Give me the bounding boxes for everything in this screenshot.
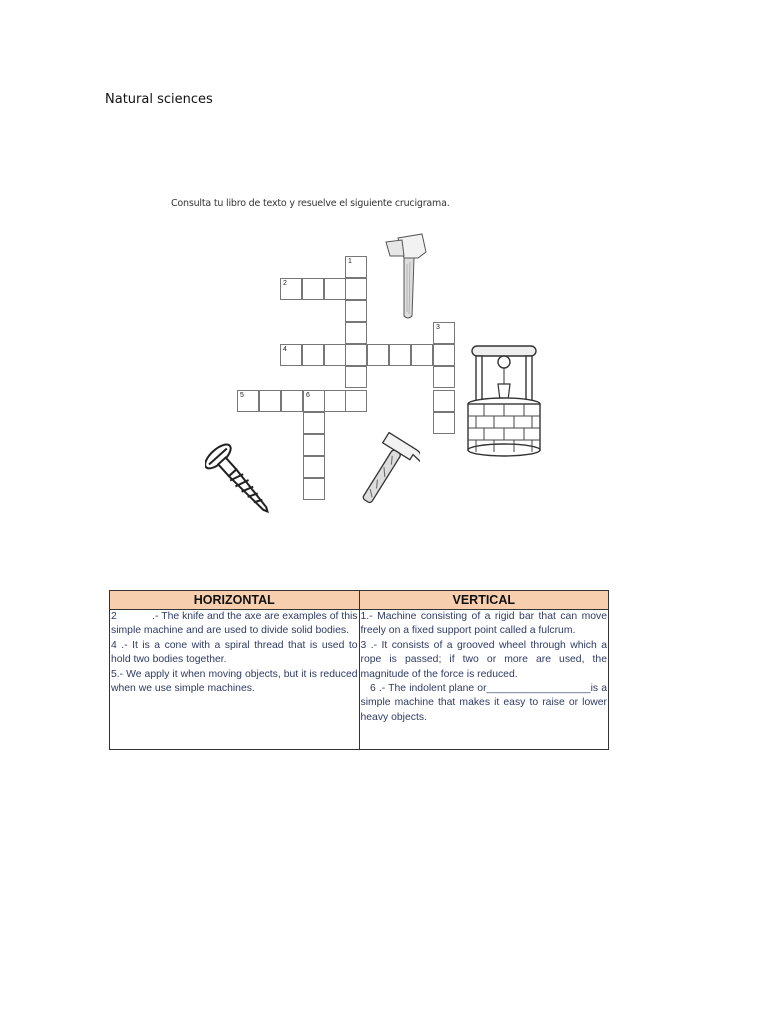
crossword-cell[interactable] (433, 412, 455, 434)
clue-horizontal-2: 2 .- The knife and the axe are examples of this simple machine and are used to divide solid bodies. (111, 611, 361, 637)
crossword-instruction: Consulta tu libro de texto y resuelve el siguiente crucigrama. (171, 198, 450, 209)
document-title: Natural sciences (105, 92, 213, 107)
crossword-cell[interactable] (303, 434, 325, 456)
crossword-cell[interactable] (411, 344, 433, 366)
crossword-cell[interactable] (259, 390, 281, 412)
clue-number: 5 (240, 392, 244, 399)
well-pulley-icon (464, 340, 544, 458)
crossword-cell[interactable] (237, 390, 259, 412)
vertical-clues (359, 610, 609, 750)
clue-number: 1 (348, 258, 352, 265)
crossword-cell[interactable] (433, 322, 455, 344)
crossword-cell[interactable] (345, 278, 367, 300)
clue-number: 6 (306, 392, 310, 399)
crossword-cell[interactable] (324, 390, 346, 412)
clue-horizontal-4: 4 .- It is a cone with a spiral thread that is used to hold two bodies together. (111, 639, 358, 666)
crossword-cell[interactable] (280, 344, 302, 366)
clue-horizontal-5: 5.- We apply it when moving objects, but it is reduced when we use simple machines. (111, 668, 358, 695)
horizontal-header: HORIZONTAL (110, 591, 360, 610)
crossword-cell[interactable] (281, 390, 303, 412)
crossword-cell[interactable] (302, 278, 324, 300)
clue-number: 4 (283, 346, 287, 353)
crossword-cell[interactable] (345, 366, 367, 388)
clue-vertical-6: 6 .- The indolent plane or__________________is a simple machine that makes it easy to raise or lower heavy objects. (360, 683, 610, 723)
crossword-cell[interactable] (280, 278, 302, 300)
vertical-header: VERTICAL (359, 591, 609, 610)
crossword-cell[interactable] (345, 256, 367, 278)
crossword-cell[interactable] (345, 300, 367, 322)
horizontal-clues (110, 610, 360, 750)
crossword-cell[interactable] (389, 344, 411, 366)
crossword-cell[interactable] (345, 390, 367, 412)
crossword-cell[interactable] (324, 344, 346, 366)
crossword-cell[interactable] (303, 390, 325, 412)
crossword-cell[interactable] (303, 478, 325, 500)
hammer-icon (356, 432, 420, 512)
crossword-cell[interactable] (433, 344, 455, 366)
crossword-cell[interactable] (345, 344, 367, 366)
clue-number: 2 (283, 280, 287, 287)
crossword-cell[interactable] (303, 456, 325, 478)
crossword-cell[interactable] (433, 390, 455, 412)
crossword-cell[interactable] (367, 344, 389, 366)
crossword-cell[interactable] (303, 412, 325, 434)
axe-icon (380, 232, 440, 322)
crossword-cell[interactable] (433, 366, 455, 388)
clues-table (109, 590, 609, 750)
clue-vertical-1: 1.- Machine consisting of a rigid bar that can move freely on a fixed support point called a fulcrum. (360, 611, 607, 637)
screw-icon (205, 440, 275, 522)
crossword-cell[interactable] (345, 322, 367, 344)
clue-vertical-3: 3 .- It consists of a grooved wheel through which a rope is passed; if two or more are used, the magnitude of the force is reduced. (360, 639, 607, 680)
crossword-cell[interactable] (302, 344, 324, 366)
clue-number: 3 (436, 324, 440, 331)
crossword-cell[interactable] (324, 278, 346, 300)
